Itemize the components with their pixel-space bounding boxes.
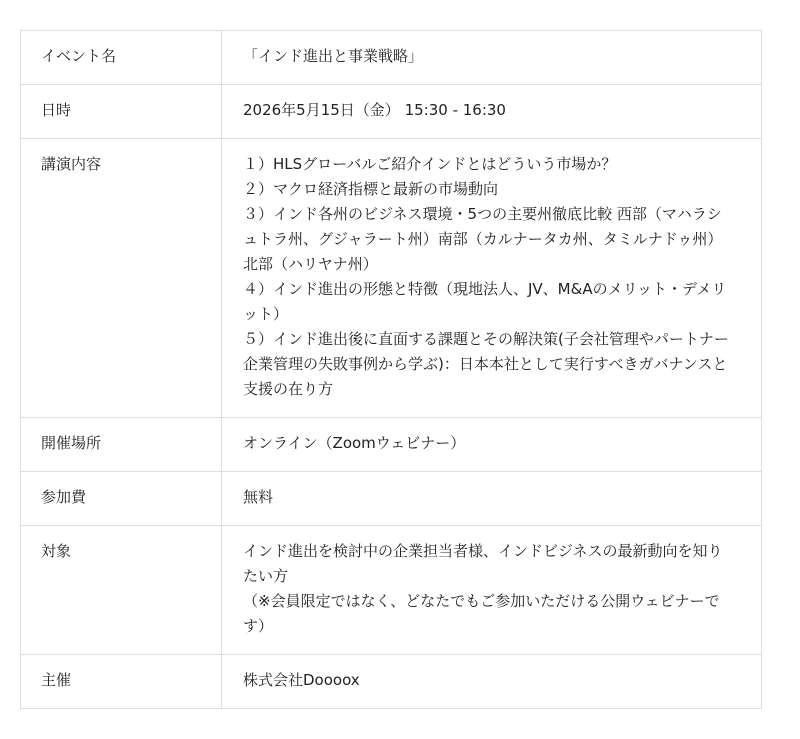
row-label: 日時 (21, 85, 222, 139)
value-line: 無料 (243, 488, 274, 506)
table-row-venue (21, 418, 762, 472)
row-value (222, 418, 762, 472)
event-details-table (20, 30, 762, 709)
value-line: 「インド進出と事業戦略」 (243, 47, 424, 65)
value-line: たい方 (243, 567, 289, 585)
row-value (222, 526, 762, 655)
row-label: 主催 (21, 655, 222, 709)
value-line: ３）インド各州のビジネス環境・5つの主要州徹底比較 西部（マハラシ (243, 205, 722, 223)
value-line: 企業管理の失敗事例から学ぶ)：日本本社として実行すべきガバナンスと (243, 355, 728, 373)
table-row-audience (21, 526, 762, 655)
row-value (222, 139, 762, 418)
table-row-event-name (21, 31, 762, 85)
table-row-lecture-content (21, 139, 762, 418)
row-label: 参加費 (21, 472, 222, 526)
row-label: イベント名 (21, 31, 222, 85)
table-row-organizer (21, 655, 762, 709)
value-line: ５）インド進出後に直面する課題とその解決策(子会社管理やパートナー (243, 330, 729, 348)
row-label: 対象 (21, 526, 222, 655)
value-line: インド進出を検討中の企業担当者様、インドビジネスの最新動向を知り (243, 542, 723, 560)
value-line: ュトラ州、グジャラート州）南部（カルナータカ州、タミルナドゥ州） (243, 230, 723, 248)
table-row-datetime (21, 85, 762, 139)
row-label: 講演内容 (21, 139, 222, 418)
table-row-fee (21, 472, 762, 526)
value-line: ４）インド進出の形態と特徴（現地法人、JV、M&Aのメリット・デメリ (243, 280, 727, 298)
value-line: 2026年5月15日（金） 15:30 - 16:30 (243, 101, 506, 119)
value-line: オンライン（Zoomウェビナー） (243, 434, 466, 452)
value-line: ット） (243, 305, 289, 323)
value-line: 株式会社Doooox (243, 671, 360, 689)
value-line: 支援の在り方 (243, 380, 334, 398)
row-value (222, 655, 762, 709)
row-value (222, 31, 762, 85)
value-line: （※会員限定ではなく、どなたでもご参加いただける公開ウェビナーで (243, 592, 720, 610)
value-line: す） (243, 617, 274, 635)
value-line: １）HLSグローバルご紹介インドとはどういう市場か？ (243, 155, 617, 173)
row-label: 開催場所 (21, 418, 222, 472)
row-value (222, 472, 762, 526)
value-line: ２）マクロ経済指標と最新の市場動向 (243, 180, 499, 198)
row-value (222, 85, 762, 139)
value-line: 北部（ハリヤナ州） (243, 255, 378, 273)
